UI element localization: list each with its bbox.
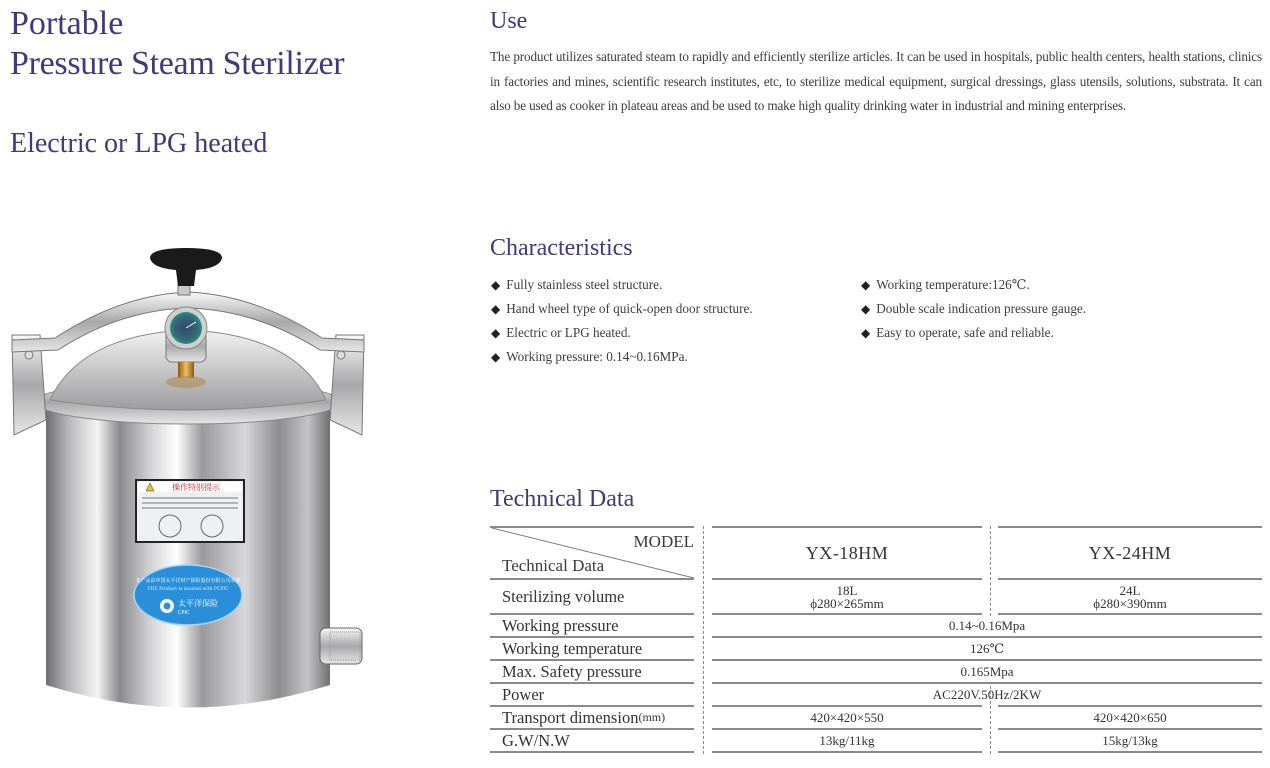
value-cell: 420×420×550 — [810, 710, 884, 725]
badge-brand-en: CPIC — [178, 610, 190, 616]
value-cell — [712, 580, 982, 613]
row-label-max-safety-pressure: Max. Safety pressure — [502, 661, 642, 681]
model-name-yx18hm: YX-18HM — [805, 542, 889, 563]
badge-brand: 太平洋保险 — [178, 599, 218, 608]
product-title-line1: Portable — [10, 5, 124, 42]
diamond-bullet-icon: ◆ — [861, 326, 871, 340]
volume-value: 24L — [1119, 582, 1141, 598]
characteristic-item — [861, 321, 1086, 345]
row-label-gross-net-weight: G.W/N.W — [502, 730, 570, 750]
characteristic-text: Electric or LPG heated. — [506, 325, 631, 340]
diamond-bullet-icon: ◆ — [491, 350, 501, 364]
table-rule — [998, 751, 1262, 753]
row-label-power: Power — [502, 684, 545, 704]
value-cell: 13kg/11kg — [819, 733, 875, 748]
technical-data-table — [490, 526, 1262, 754]
characteristic-item — [861, 297, 1086, 321]
characteristic-text: Double scale indication pressure gauge. — [876, 301, 1087, 316]
characteristic-text: Fully stainless steel structure. — [506, 277, 663, 292]
value-cell: 126℃ — [969, 641, 1005, 656]
value-cell: AC220V.50Hz/2KW — [932, 687, 1042, 702]
value-cell: 15kg/13kg — [1102, 733, 1158, 748]
technical-data-heading: Technical Data — [490, 486, 635, 512]
badge-text-en: THE Product is insured with PCPIC — [147, 587, 229, 592]
header-model-label: MODEL — [633, 532, 694, 551]
value-cell: 0.165Mpa — [960, 664, 1014, 679]
diamond-bullet-icon: ◆ — [491, 302, 501, 316]
column-separator — [990, 526, 991, 616]
use-description: The product utilizes saturated steam to rapidly and efficiently sterilize articles. It can be used in hospitals, public health centers, health stations, clinics in factories and mines, scientific research institutes, etc, to sterilize medical equipment, surgical dressings, glass utensils, solutions, substrata. It can also be used as cooker in plateau areas and be used to make high quality drinking water in industrial and mining enterprises. — [490, 49, 1262, 113]
sterilizer-product-image — [0, 230, 380, 730]
body-cylinder — [46, 405, 330, 708]
use-heading: Use — [490, 8, 528, 34]
diamond-bullet-icon: ◆ — [491, 278, 501, 292]
row-label-working-temperature: Working temperature — [502, 638, 643, 658]
row-label-transport-dimension — [502, 707, 665, 728]
hand-wheel-knob-icon — [150, 248, 222, 286]
table-rule — [712, 751, 982, 753]
volume-value: 18L — [836, 582, 858, 598]
column-separator — [703, 526, 704, 754]
row-label-working-pressure: Working pressure — [502, 615, 619, 635]
product-title-line2: Pressure Steam Sterilizer — [10, 45, 345, 82]
warning-label-heading: 操作特别提示 — [172, 483, 220, 492]
characteristic-text: Working pressure: 0.14~0.16MPa. — [506, 349, 688, 364]
characteristic-item — [491, 273, 753, 297]
table-rule — [490, 751, 694, 753]
row-label-sterilizing-volume: Sterilizing volume — [502, 586, 625, 606]
diamond-bullet-icon: ◆ — [491, 326, 501, 340]
characteristic-text: Working temperature:126℃. — [876, 277, 1030, 292]
characteristic-text: Easy to operate, safe and reliable. — [876, 325, 1054, 340]
characteristics-heading: Characteristics — [490, 235, 633, 261]
header-technical-data-label: Technical Data — [502, 556, 605, 575]
product-subtitle: Electric or LPG heated — [10, 128, 268, 159]
characteristic-text: Hand wheel type of quick-open door structure. — [506, 301, 753, 316]
brass-valve — [178, 362, 194, 378]
dimension-value: ϕ280×390mm — [1093, 595, 1167, 611]
value-cell — [998, 580, 1262, 613]
model-name-yx24hm: YX-24HM — [1088, 542, 1172, 563]
characteristic-item — [491, 297, 753, 321]
insurance-badge — [134, 565, 242, 625]
value-cell: 0.14~0.16Mpa — [948, 618, 1026, 633]
characteristics-list-left — [491, 273, 753, 369]
dimension-value: ϕ280×265mm — [810, 595, 884, 611]
badge-text: 本产品由中国太平洋财产保险股份有限公司承保 — [135, 578, 241, 584]
value-cell: 420×420×650 — [1093, 710, 1167, 725]
characteristic-item — [491, 345, 753, 369]
diamond-bullet-icon: ◆ — [861, 278, 871, 292]
diamond-bullet-icon: ◆ — [861, 302, 871, 316]
side-nozzle — [320, 628, 362, 664]
characteristic-item — [491, 321, 753, 345]
label-text: Transport dimension — [502, 707, 639, 727]
characteristic-item — [861, 273, 1086, 297]
characteristics-list-right — [861, 273, 1086, 345]
label-unit: (mm) — [638, 710, 666, 724]
